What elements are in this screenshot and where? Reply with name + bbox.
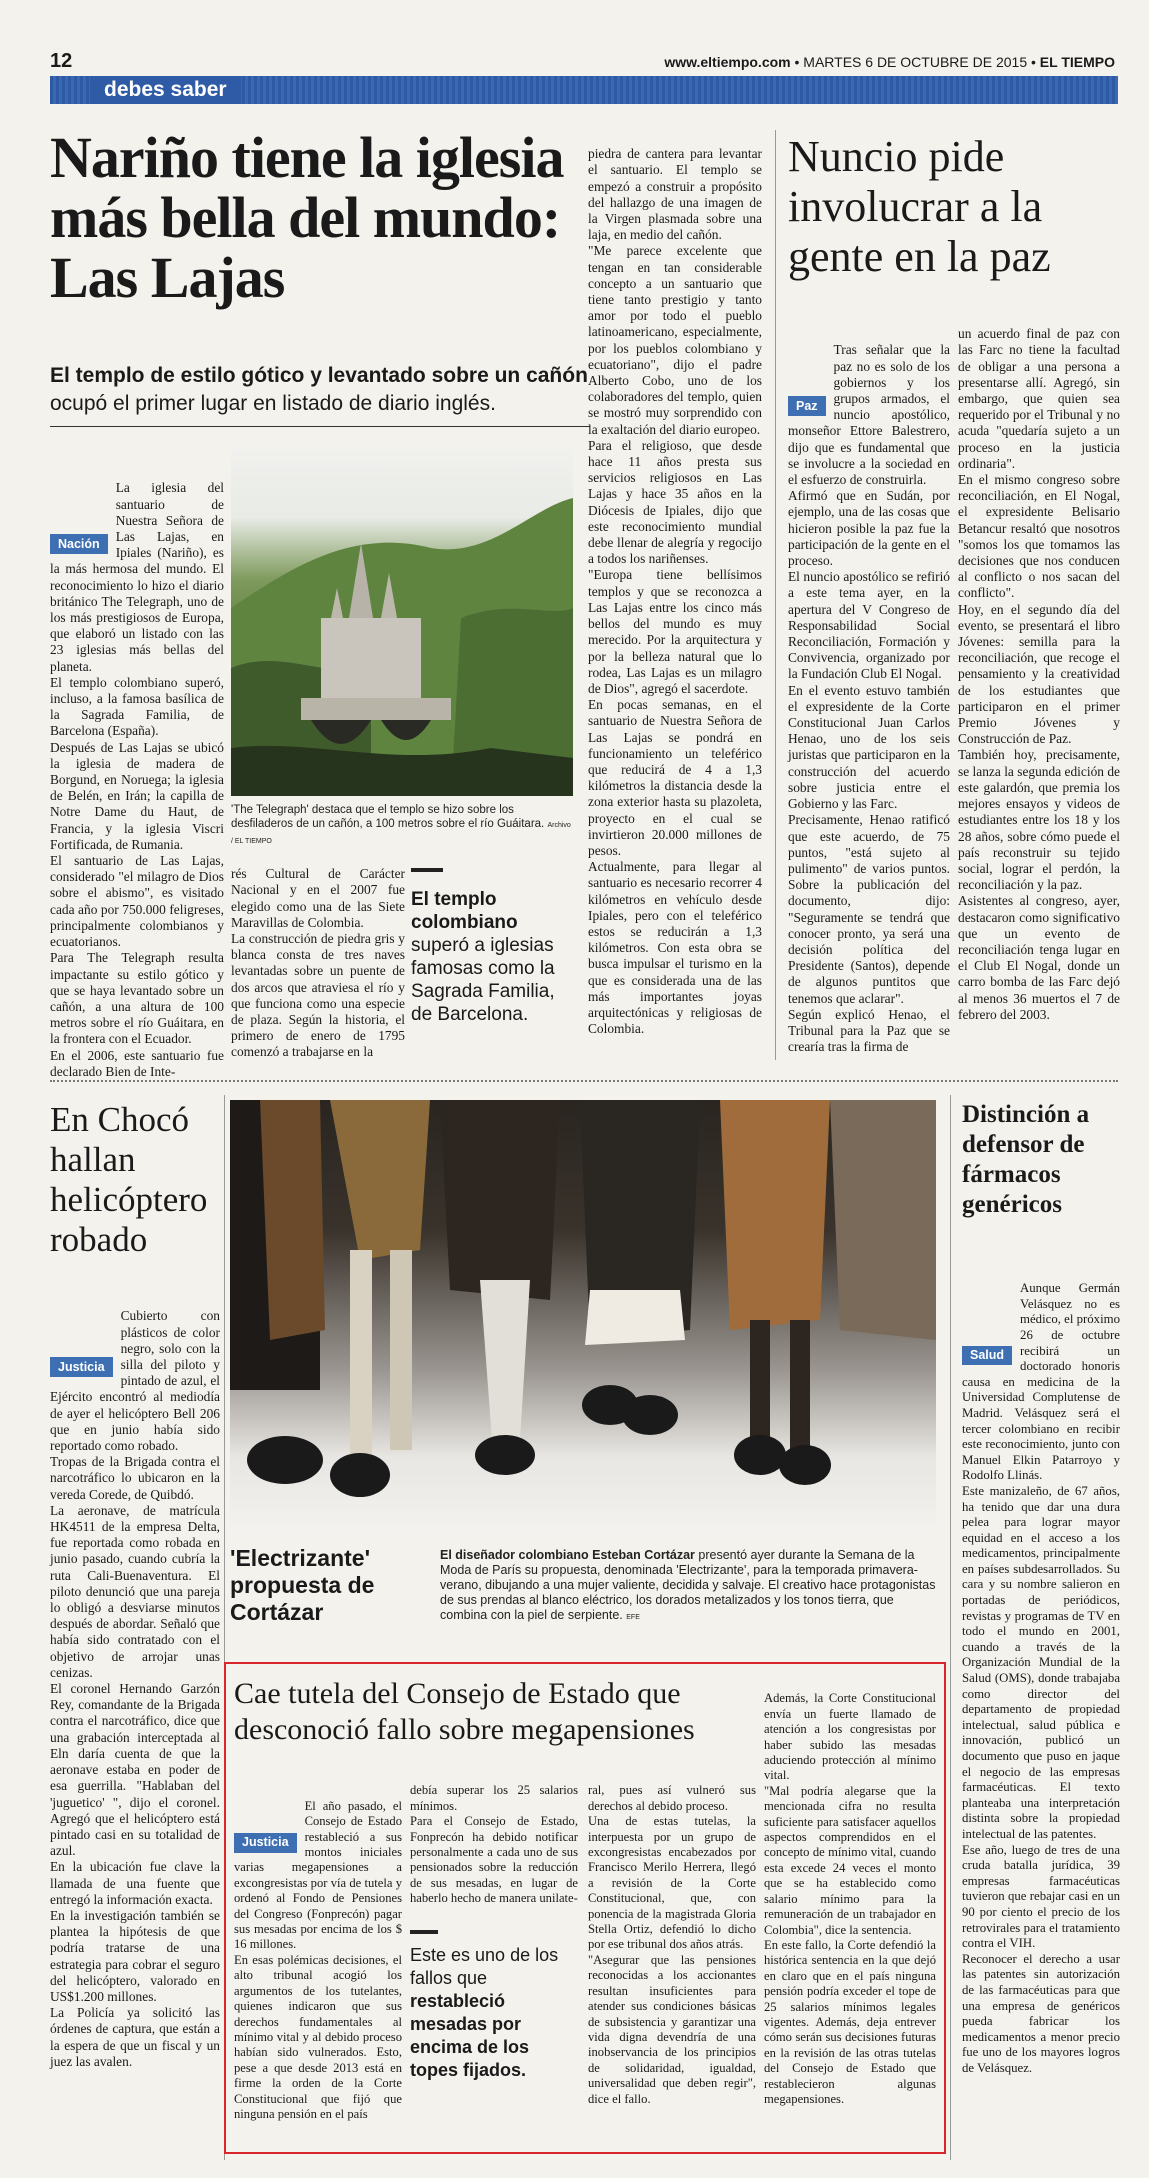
lajas-caption-text: 'The Telegraph' destaca que el templo se hizo sobre los desfiladeros de un cañón, a 100 metros sobre el río Guáitara. [231, 804, 545, 830]
paper-name: EL TIEMPO [1039, 54, 1115, 70]
lajas-photo-credit: Archivo / EL TIEMPO [231, 822, 571, 845]
header-dateline: www.eltiempo.com • MARTES 6 DE OCTUBRE DE 2015 • EL TIEMPO [664, 54, 1115, 70]
nuncio-col1-text: Tras señalar que la paz no es solo de los gobiernos y los grupos armados, el nuncio apostólico, monseñor Ettore Balestrero, dijo que es fundamental que se involucre a la sociedad en el esfuerzo de construirla. Afirmó que en Sudán, por ejemplo, una de las cosas que hicieron posible la paz fue la participación de la gente en el proceso. El nuncio apostólico se refirió a este tema ayer, en la apertura del V Congreso de Responsabilidad Social Reconciliación, Formación y Convivencia, organizado por la Fundación Club El Nogal. En el evento estuvo también el expresidente de la Corte Constitucional Juan Carlos Henao, uno de los seis juristas que participaron en la construcción del acuerdo sobre justicia entre el Gobierno y las Farc. Precisamente, Henao ratificó que este acuerdo, de 75 puntos, "está sujeto al pulimento" de varios puntos. Sobre la publicación del documento, dijo: "Seguramente se tendrá que conocer pronto, ya será una decisión política del Presidente (Santos), depende de algunos puntitos que tenemos que aclarar". Según explicó Henao, el Tribunal para la Paz que se crearía tras la firma de [788, 342, 950, 1055]
farmacos-text [962, 1250, 1120, 2160]
lajas-subtitle [50, 362, 590, 427]
tag-nacion[interactable]: Nación [50, 534, 108, 554]
page-header [0, 0, 1149, 115]
lajas-col2-text: rés Cultural de Carácter Nacional y en el 2007 fue elegido como una de las Siete Maravillas de Colombia. La construcción de piedra gris y blanca consta de tres naves levantadas sobre un puente de dos arcos que atraviesa el río y que funciona como una especie de plaza. Según la historia, el primero de enero de 1795 comenzó a trabajarse en la [231, 866, 405, 1060]
lajas-photo-illustration [231, 448, 573, 796]
pullquote-mark [411, 868, 443, 872]
nuncio-col2-text: un acuerdo final de paz con las Farc no tiene la facultad de obligar a una persona a presentarse allí. Agregó, sin embargo, que quien sea requerido por el Tribunal y no acuda "quedaría sujeto a un proceso en la justicia ordinaria". En el mismo congreso sobre reconciliación, en El Nogal, el expresidente Belisario Betancur resaltó que nosotros "somos los que tomamos las decisiones que nos conducen al conflicto o nos sacan del conflicto". Hoy, en el segundo día del evento, se presentará el libro Jóvenes: semilla para la reconciliación, que recoge el pensamiento y la creatividad de los estudiantes que participaron en el primer Premio Jóvenes y Construcción de Paz. También hoy, precisamente, se lanza la segunda edición de este galardón, que premia los mejores ensayos y videos de estudiantes entre los 18 y los 28 años, sobre cómo puede el país reconstruir su tejido social, lograr el perdón, la reconciliación y la paz. Asistentes al congreso, ayer, destacaron como significativo que un evento de reconciliación tenga lugar en el Club El Nogal, donde un carro bomba de las Farc dejó al menos 36 muertos el 7 de febrero del 2003. [958, 326, 1120, 1022]
lajas-pullquote [411, 868, 576, 1026]
choco-text [50, 1276, 220, 2166]
tag-justicia-choco[interactable]: Justicia [50, 1357, 113, 1377]
fashion-caption-bold: El diseñador colombiano Esteban Cortázar [440, 1548, 695, 1562]
lajas-col3-text: piedra de cantera para levantar el santuario. El templo se empezó a construir a propósito del hallazgo de una imagen de la Virgen plasmada sobre una laja, en medio del cañón. "Me parece excelente que tengan en tan considerable concepto a un santuario que tiene tanto prestigio y tanto amor por todo el pueblo latinoamericano, especialmente, por los pueblos colombiano y ecuatoriano", dijo el padre Alberto Cobo, uno de los colaboradores del templo, quien se mostró muy sorprendido con la exaltación del diario europeo. Para el religioso, que desde hace 11 años presta sus servicios religiosos en Las Lajas y hace 35 años en la Diócesis de Ipiales, dijo que este reconocimiento mundial debe llenar de alegría y regocijo a todos los nariñenses. "Europa tiene bellísimos templos y que se reconozca a Las Lajas entre los cinco más bellos del mundo es muy merecido. Por la arquitectura y por la belleza natural que lo rodea, Las Lajas es un milagro de Dios", agregó el sacerdote. En pocas semanas, en el santuario de Nuestra Señora de Las Lajas se pondrá en funcionamiento un teleférico que reducirá de 4 a 1,3 kilómetros la distancia desde la zona exterior hasta su plazoleta, proyecto en el cual se invirtieron 20.000 millones de pesos. Actualmente, para llegar al santuario es necesario recorrer 4 kilómetros en vehículo desde Ipiales, pero con el teleférico estos se reducirán a 1,3 kilómetros. Con esta obra se busca impulsar el turismo en la que es considerada una de las más importantes joyas arquitectónicas y religiosas de Colombia. [588, 146, 762, 1037]
date: MARTES 6 DE OCTUBRE DE 2015 [803, 54, 1028, 70]
lajas-photo-caption [231, 803, 573, 849]
lajas-col2 [231, 850, 405, 1060]
lajas-title: Nariño tiene la iglesia más bella del mundo: Las Lajas [50, 125, 564, 310]
pensiones-title: Cae tutela del Consejo de Estado que desconoció fallo sobre megapensiones [234, 1677, 695, 1746]
fashion-photo [230, 1100, 936, 1535]
page-number: 12 [50, 50, 73, 72]
pensiones-col3 [588, 1768, 756, 2148]
fashion-caption [440, 1548, 936, 1625]
lajas-subtitle-rest: ocupó el primer lugar en listado de diario inglés. [50, 392, 496, 415]
choco-title: En Chocó hallan helicóptero robado [50, 1100, 208, 1259]
pensiones-col2 [410, 1768, 578, 1906]
lajas-col1 [50, 448, 224, 1079]
lajas-col1-text: La iglesia del santuario de Nuestra Señora de Las Lajas, en Ipiales (Nariño), es la más hermosa del mundo. El reconocimiento lo hizo el diario británico The Telegraph, uno de los más prestigiosos de Europa, que elaboró un listado con las 23 iglesias más bellas del planeta. El templo colombiano superó, incluso, a la famosa basílica de la Sagrada Familia, de Barcelona (España). Después de Las Lajas se ubicó la iglesia de madera de Borgund, en Noruega; la iglesia de Belén, en Irán; la capilla de Notre Dame du Haut, de Francia, y la iglesia Viscri Fortificada, de Rumania. El santuario de Las Lajas, considerado "el milagro de Dios sobre el abismo", es visitado cada año por 750.000 feligreses, principalmente colombianos y ecuatorianos. Para The Telegraph resulta impactante su estilo gótico y que se haya levantado sobre un cañón, a una altura de 100 metros sobre el río Guáitara, en la frontera con el Ecuador. En el 2006, este santuario fue declarado Bien de Inte- [50, 480, 224, 1079]
fashion-caption-text: presentó ayer durante la Semana de la Moda de París su propuesta, denominada 'Electrizante', para la temporada primavera-verano, dibujando a una mujer valiente, decidida y salvaje. El creativo hace protagonistas de sus prendas al blanco eléctrico, los dorados metalizados y los tonos tierra, que combina con la piel de serpiente. [440, 1548, 936, 1622]
tag-justicia-pensiones[interactable]: Justicia [234, 1833, 297, 1852]
tag-paz[interactable]: Paz [788, 396, 826, 416]
lajas-photo [231, 448, 573, 796]
fashion-photo-illustration [230, 1100, 936, 1535]
nuncio-col1 [788, 310, 950, 1060]
farmacos-text-body: Aunque Germán Velásquez no es médico, el próximo 26 de octubre recibirá un doctorado honoris causa en medicina de la Universidad Complutense de Madrid. Velásquez será el tercer colombiano en recibir este reconocimiento, junto con Manuel Elkin Patarroyo y Rodolfo Llinás. Este manizaleño, de 67 años, ha tenido que dar una dura pelea para lograr mayor equidad en el acceso a los medicamentos, principalmente en países subdesarrollados. Su cara y su nombre salieron en portadas de periódicos, revistas y programas de TV en todo el mundo en 2001, cuando a través de la Organización Mundial de la Salud (OMS), donde trabajaba como director del departamento de propiedad intelectual, salud pública e innovación, publicó un documento que puso en jaque el negocio de las empresas farmacéuticas. El texto planteaba una interpretación distinta sobre la propiedad intelectual de las patentes. Ese año, luego de tres de una cruda batalla jurídica, 39 empresas farmacéuticas tuvieron que rebajar casi en un 90 por ciento el precio de los retrovirales para el tratamiento contra el VIH. Reconocer el derecho a usar las patentes sin autorización de las farmacéuticas para que una empresa de genéricos pueda fabricar los medicamentos a menor precio fue uno de los mayores logros de Velásquez. [962, 1281, 1120, 2075]
pensiones-col2-text: debía superar los 25 salarios mínimos. Para el Consejo de Estado, Fonprecón ha debido notificar personalmente a cada uno de sus pensionados sobre la reducción de sus mesadas, en lugar de haberlo hecho de manera unilate- [410, 1783, 578, 1906]
pullquote-mark [410, 1930, 438, 1934]
pensiones-col4 [764, 1676, 936, 2148]
pensiones-pullquote [410, 1930, 580, 2082]
fashion-title: 'Electrizante' propuesta de Cortázar [230, 1545, 375, 1625]
pensiones-col4-text: Además, la Corte Constitucional envía un fuerte llamado de atención a los congresistas por haber subido las mesadas aduciendo protección al mínimo vital. "Mal podría alegarse que la mencionada cifra no resulta suficiente para satisfacer aquellos aspectos comprendidos en el concepto de mínimo vital, cuando esta excede 24 veces el monto que se ha establecido como salario mínimo para la remuneración de un trabajador en Colombia", dice la sentencia. En este fallo, la Corte defendió la histórica sentencia en la que dejó en claro que en el país ninguna pensión podría exceder el tope de 25 salarios mínimos legales vigentes. Además, deja entrever cómo serán sus decisiones futuras en la revisión de las otras tutelas del Consejo de Estado que restablecieron algunas megapensiones. [764, 1691, 936, 2106]
site-url: www.eltiempo.com [664, 54, 791, 70]
pensiones-col1 [234, 1768, 402, 2148]
lajas-pullquote-rest: superó a iglesias famosas como la Sagrada Familia, de Barcelona. [411, 935, 555, 1025]
pensiones-pullquote-normal: Este es uno de los fallos que [410, 1945, 559, 1988]
nuncio-title: Nuncio pide involucrar a la gente en la paz [788, 132, 1051, 281]
lajas-col3 [588, 130, 762, 1060]
section-label: debes saber [90, 76, 241, 104]
choco-text-body: Cubierto con plásticos de color negro, solo con la silla del piloto y pintado de azul, el Ejército encontró al mediodía de ayer el helicóptero Bell 206 que en junio había sido reportado como robado. Tropas de la Brigada contra el narcotráfico lo ubicaron en la vereda Corede, de Quibdó. La aeronave, de matrícula HK4511 de la empresa Delta, fue reportada como robada en junio pasado, cuando cubría la ruta Cali-Buenaventura. El piloto denunció que una pareja lo obligó a desviarse minutos después de abordar. Señaló que había sido contratado con el objetivo de arrojar unas cenizas. El coronel Hernando Garzón Rey, comandante de la Brigada contra el narcotráfico, dice que una grabación interceptada al Eln daría cuenta de que la aeronave estaba en poder de esa guerrilla. "Hablaban del 'juguetico' ", dijo el coronel. Agregó que el helicóptero está pintado casi en su totalidad de azul. En la ubicación fue clave la llamada de una fuente que entregó la información exacta. En la investigación también se plantea la hipótesis de que podría tratarse de una estrategia para cobrar el seguro del helicóptero, valorado en US$1.200 millones. La Policía ya solicitó las órdenes de captura, que están a la espera de que un fiscal y un juez las avalen. [50, 1308, 220, 2069]
nuncio-col2 [958, 310, 1120, 1060]
pensiones-pullquote-bold: restableció mesadas por encima de los topes fijados. [410, 1991, 530, 2080]
lajas-pullquote-bold: El templo colombiano [411, 889, 518, 933]
pensiones-col3-text: ral, pues así vulneró sus derechos al debido proceso. Una de estas tutelas, la interpuesta por un grupo de excongresistas encabezados por Francisco Merilo Herrera, llegó a revisión de la Corte Constitucional, que, con ponencia de la magistrada Gloria Stella Ortiz, defendió lo dicho por ese tribunal dos años atrás. "Asegurar que las pensiones reconocidas a los accionantes resultan insuficientes para atender sus condiciones básicas de subsistencia y garantizar una vida digna devendría de una inobservancia de los principios de solidaridad, igualdad, universalidad que deben regir", dice el fallo. [588, 1783, 756, 2106]
lajas-subtitle-bold: El templo de estilo gótico y levantado sobre un cañón [50, 364, 588, 387]
pensiones-col1-text: El año pasado, el Consejo de Estado restableció a sus montos iniciales varias megapensiones a excongresistas por vía de tutela y ordenó al Fondo de Pensiones del Congreso (Fonprecón) pagar sus mesadas por encima de los $ 16 millones. En esas polémicas decisiones, el alto tribunal acogió los argumentos de los tutelantes, quienes indicaron que sus derechos fundamentales al mínimo vital y al debido proceso habían sido vulnerados. Esto, pese a que desde 2013 está en firme la orden de la Corte Constitucional que fijó que ninguna pensión en el país [234, 1798, 402, 2121]
fashion-caption-credit: EFE [626, 1614, 640, 1621]
farmacos-title: Distinción a defensor de fármacos genéricos [962, 1101, 1090, 1218]
tag-salud[interactable]: Salud [962, 1346, 1012, 1366]
